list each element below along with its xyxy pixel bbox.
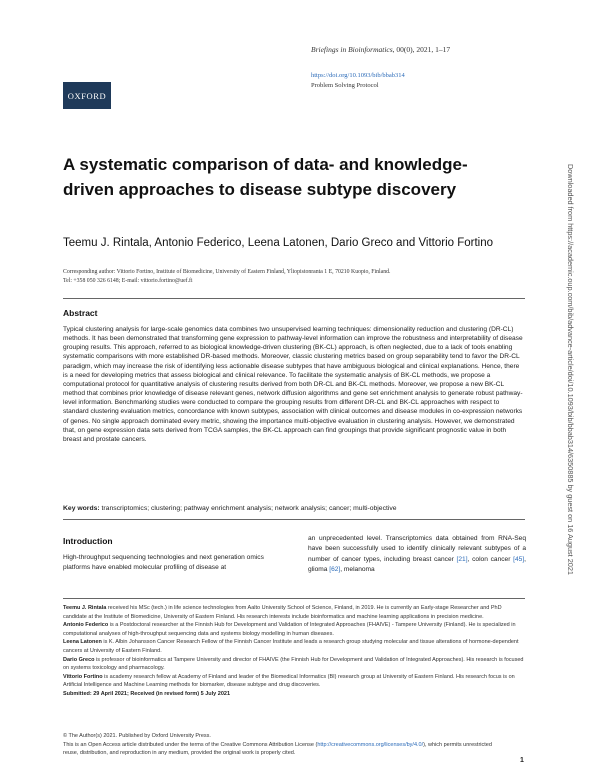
license-line: This is an Open Access article distributed under the terms of the Creative Commons Attribution License (http://creativecommons.org/licenses/by/4.0/), which permits unrestricted reuse, distribution, and reproduction in any medium, provided the original work is properly cited. [63, 741, 492, 757]
author-bio: Teemu J. Rintala received his MSc (tech.) in life science technologies from Aalto University School of Science, Finland, in 2019. He is currently an Early-stage Researcher and PhD candidate at the Institute of Biomedicine, University of Eastern Finland. His research interests include bioinformatics and machine learning applications in precision medicine. [63, 605, 502, 620]
intro-left-column: High-throughput sequencing technologies and next generation omics platforms have enabled molecular profiling of disease at [63, 554, 264, 572]
oxford-logo[interactable] [63, 82, 111, 109]
doi-line [311, 72, 405, 79]
license-link[interactable]: http://creativecommons.org/licenses/by/4.0/ [317, 741, 424, 748]
journal-citation [311, 45, 450, 54]
author-bio: Dario Greco is professor of bioinformatics at Tampere University and director of FHAIVE (the Finnish Hub for Development and Validation of Integrated Approaches). His research is focused on systems toxicology and pharmacology. [63, 656, 524, 672]
author-bio: Vittorio Fortino is academy research fellow at Academy of Finland and leader of the Biomedical Informatics (BI) research group at University of Eastern Finland. His research focus is on Artificial Intelligence and Machine Learning methods for biomarker, disease subtype and drug discoveries. [63, 673, 515, 689]
author-bio: Antonio Federico is a Postdoctoral researcher at the Finnish Hub for Development and Validation of Integrated Approaches (FHAIVE) - Tampere University (Finland). He is specialized in computational analyses of high-throughput sequencing data and systems biology modelling in human diseases. [63, 622, 516, 637]
article-type: Problem Solving Protocol [311, 82, 379, 89]
doi-link[interactable]: https://doi.org/10.1093/bib/bbab314 [311, 72, 405, 79]
author-bio: Leena Latonen is K. Albin Johansson Cancer Research Fellow of the Finnish Cancer Institute and leads a research group studying molecular and tissue alterations of hormone-dependent cancers at University of Eastern Finland. [63, 639, 519, 654]
abstract-heading: Abstract [63, 308, 98, 318]
intro-right-column: an unprecedented level. Transcriptomics data obtained from RNA-Seq have been successfully used to identify clinically relevant subtypes of a number of cancer types, including breast cancer [21], colon cancer [45], glioma [62], melanoma [308, 535, 526, 574]
logo-text: OXFORD [67, 90, 107, 101]
author-bios [63, 604, 525, 699]
divider [63, 519, 525, 520]
journal-meta: , 00(0), 2021, 1–17 [392, 45, 451, 54]
corresponding-address: Corresponding author: Vittorio Fortino, Institute of Biomedicine, University of Eastern Finland, Yliopistonranta 1 E, 70210 Kuopio, Finland. [63, 269, 391, 275]
keywords-label: Key words: [63, 505, 100, 512]
page-number: 1 [520, 757, 524, 764]
keywords [63, 505, 525, 512]
divider [63, 598, 525, 599]
abstract-text: Typical clustering analysis for large-scale genomics data combines two unsupervised learning techniques: dimensionality reduction and clustering (DR-CL) methods. It has been demonstrated that transforming gene expression to pathway-level information can improve the robustness and interpretability of disease grouping results. This approach, referred to as biological knowledge-driven clustering (BK-CL) approach, is often neglected, due to a lack of tools enabling systematic comparisons with more established DR-based methods. Moreover, classic clustering metrics based on group separability tend to favor the DR-CL paradigm, which may increase the risk of identifying less actionable disease subtypes that have ambiguous biological and clinical explanations. Hence, there is a need for developing metrics that assess biological and clinical relevance. To facilitate the systematic analysis of BK-CL methods, we propose a computational protocol for quantitative analysis of clustering results derived from both DR-CL and BK-CL methods. Moreover, we propose a new BK-CL method that combines prior knowledge of disease relevant genes, network diffusion algorithms and gene set enrichment analysis to generate robust pathway-level information. Benchmarking studies were conducted to compare the grouping results from different DR-CL and BK-CL approaches with respect to standard clustering evaluation metrics, concordance with known subtypes, association with clinical outcomes and disease modules in co-expression networks of genes. No single approach dominated every metric, showing the importance multi-objective evaluation in clustering analysis. However, we demonstrated that, on gene expression data sets derived from TCGA samples, the BK-CL approach can find groupings that provide significant prognostic value in both breast and prostate cancers. [63, 326, 523, 443]
submission-dates: Submitted: 29 April 2021; Received (in revised form) 5 July 2021 [63, 690, 230, 697]
author-list: Teemu J. Rintala, Antonio Federico, Leena Latonen, Dario Greco and Vittorio Fortino [63, 237, 494, 249]
divider [63, 298, 525, 299]
citation-link[interactable]: [21] [456, 555, 468, 563]
corresponding-info [63, 268, 523, 286]
keywords-text: transcriptomics; clustering; pathway enrichment analysis; network analysis; cancer; multi-objective [99, 505, 397, 512]
download-watermark: Downloaded from https://academic.oup.com/bib/advance-article/doi/10.1093/bib/bbab314/6350885 by guest on 16 August 2021 [566, 164, 575, 575]
copyright-line: © The Author(s) 2021. Published by Oxford University Press. [63, 733, 211, 739]
journal-name: Briefings in Bioinformatics [311, 45, 393, 54]
corresponding-contact: Tel: +358 050 326 6148; E-mail: vittorio.fortino@uef.fi [63, 278, 193, 284]
citation-link[interactable]: [62] [329, 566, 341, 574]
copyright-notice [63, 732, 503, 758]
citation-link[interactable]: [45] [513, 555, 525, 563]
introduction-heading: Introduction [63, 536, 113, 546]
article-title: A systematic comparison of data- and knowledge-driven approaches to disease subtype discovery [63, 155, 468, 199]
